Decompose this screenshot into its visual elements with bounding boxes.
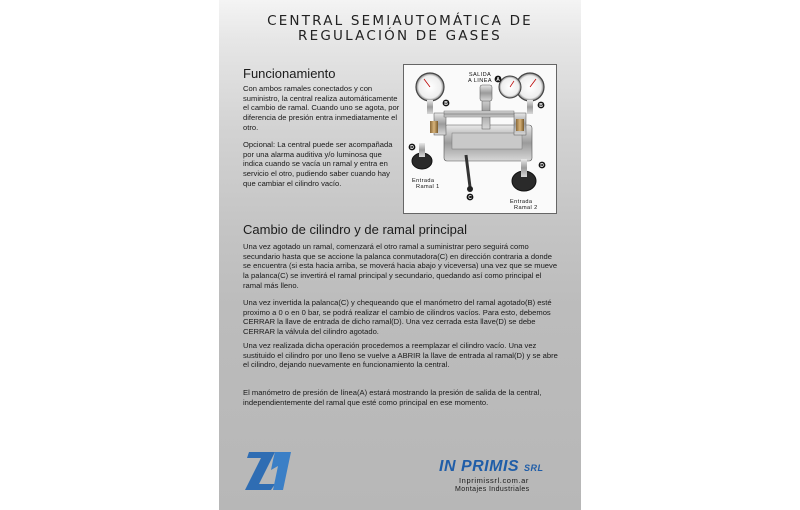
section-heading-cambio: Cambio de cilindro y de ramal principal bbox=[243, 222, 467, 237]
tag-d-right-icon bbox=[539, 162, 546, 169]
tag-c-icon bbox=[467, 194, 474, 201]
svg-text:B: B bbox=[539, 102, 543, 109]
tag-b-left-icon bbox=[443, 100, 450, 107]
cambio-paragraph-2: Una vez invertida la palanca(C) y chequeando que el manómetro del ramal agotado(B) esté proximo a 0 o en 0 bar, se podrá realizar el cambio de cilindros vacíos. Para esto, debemos CERRAR la llave de entrada de dicho ramal(D). Una vez cerrada esta llave(D) se debe CERRAR la válvula del cilindro agotado. bbox=[243, 298, 552, 337]
tag-d-left-icon bbox=[409, 144, 416, 151]
brand-tagline: Montajes Industriales bbox=[455, 486, 530, 493]
poster-title-line1: CENTRAL SEMIAUTOMÁTICA DE bbox=[267, 13, 533, 29]
tag-b-right-icon bbox=[538, 102, 545, 109]
regulator-photo bbox=[403, 64, 557, 214]
cambio-paragraph-4: El manómetro de presión de línea(A) estará mostrando la presión de salida de la central, independientemente del ramal que esté como principal en ese momento. bbox=[243, 388, 542, 407]
poster bbox=[219, 0, 581, 510]
website-link[interactable]: Inprimissrl.com.ar bbox=[459, 476, 529, 485]
cambio-paragraph-3: Una vez realizada dicha operación procedemos a reemplazar el cilindro vacío. Una vez sustituido el cilindro por uno lleno se vuelve a ABRIR la llave de entrada al ramal(D) y se abre el cilindro, dejando nuevamente en funcionamiento la central. bbox=[243, 341, 558, 370]
funcionamiento-paragraph-1: Con ambos ramales conectados y con suministro, la central realiza automáticamente el cambio de ramal. Cuando uno se agota, por diferencia de presión entra inmediatamente el otro. bbox=[243, 84, 400, 132]
cambio-paragraph-1: Una vez agotado un ramal, comenzará el otro ramal a suministrar pero seguirá como secundario hasta que se accione la palanca conmutadora(C) en dirección contraria a donde se encuentra (si esta hacia arriba, se moverá hacia abajo y viceversa) una vez que se mueve la palanca(C) se invertirá el ramal principal y secundario, quedando así como principal el ramal más lleno. bbox=[243, 242, 558, 290]
label-ramal1-line2: Ramal 1 bbox=[416, 184, 440, 190]
label-ramal2-line1: Entrada bbox=[510, 199, 533, 205]
svg-text:D: D bbox=[540, 162, 544, 169]
svg-text:C: C bbox=[468, 194, 472, 201]
brand-name bbox=[439, 458, 544, 476]
funcionamiento-paragraph-2: Opcional: La central puede ser acompañada por una alarma auditiva y/o luminosa que indica cuando se vacía un ramal y entra en servicio el otro, pudiendo saber cuando hay que cambiar el cilindro vacío. bbox=[243, 140, 393, 188]
svg-text:A: A bbox=[496, 76, 500, 83]
svg-text:B: B bbox=[444, 100, 448, 107]
label-salida-line1: SALIDA bbox=[468, 72, 492, 78]
label-ramal2-line2: Ramal 2 bbox=[514, 205, 538, 211]
brand-suffix: SRL bbox=[524, 463, 544, 473]
brand-name-text: IN PRIMIS bbox=[439, 458, 520, 475]
svg-text:D: D bbox=[410, 144, 414, 151]
poster-title-line2: REGULACIÓN DE GASES bbox=[298, 28, 502, 44]
section-heading-funcionamiento: Funcionamiento bbox=[243, 66, 336, 81]
label-salida-line2: A LINEA bbox=[468, 78, 492, 84]
z1-logo bbox=[245, 448, 293, 497]
label-ramal1-line1: Entrada bbox=[412, 178, 435, 184]
